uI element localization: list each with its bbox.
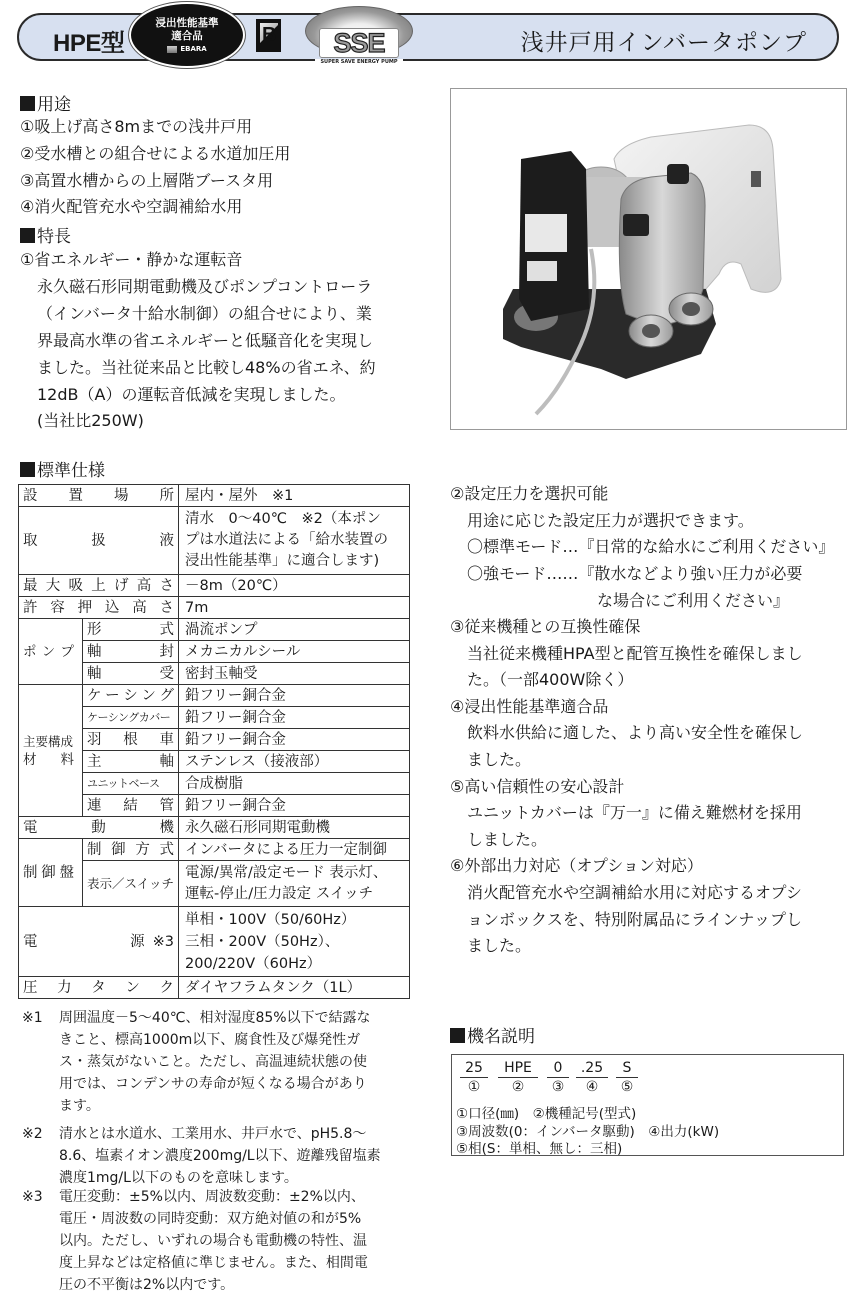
feature-text: ました。 bbox=[467, 936, 532, 955]
spec-value: 電源/異常/設定モード 表示灯、 運転-停止/圧力設定 スイッチ bbox=[179, 861, 410, 907]
spec-label: 軸 封 bbox=[83, 641, 179, 663]
table-row bbox=[19, 977, 410, 999]
spec-label: 圧 力 タ ン ク bbox=[19, 977, 179, 999]
feature-text: 用途に応じた設定圧力が選択できます。 bbox=[467, 511, 754, 530]
footnote-text: 清水とは水道水、工業用水、井戸水で、pH5.8～ 8.6、塩素イオン濃度200mg/L以下、遊離残留塩素 濃度1mg/L以下のものを意味します。 bbox=[59, 1126, 381, 1186]
code-legend-line: ③周波数(0：インバータ駆動) ④出力(kW) bbox=[456, 1124, 720, 1140]
feature-text: 〇強モード……『散水などより強い圧力が必要 bbox=[467, 564, 803, 583]
spec-heading-text: 標準仕様 bbox=[37, 461, 105, 481]
spec-table bbox=[18, 484, 410, 999]
leaching-standard-badge bbox=[131, 4, 243, 66]
spec-label: ケ ー シ ン グ bbox=[83, 685, 179, 707]
spec-value: －8m（20℃） bbox=[179, 575, 410, 597]
sse-logo-text: SSE bbox=[319, 28, 399, 58]
spec-value: ダイヤフラムタンク（1L） bbox=[179, 977, 410, 999]
sse-caption: SUPER SAVE ENERGY PUMP bbox=[315, 59, 403, 65]
feature-text: ました。当社従来品と比較し48%の省エネ、約 bbox=[37, 358, 376, 377]
feature-title: ③従来機種との互換性確保 bbox=[450, 617, 641, 636]
feature-text: ョンボックスを、特別附属品にラインナップし bbox=[467, 910, 803, 929]
spec-heading bbox=[20, 456, 105, 481]
feature-text: （インバータ十給水制御）の組合せにより、業 bbox=[37, 304, 372, 323]
spec-label: 最 大 吸 上 げ 高 さ bbox=[19, 575, 179, 597]
ebara-text: EBARA bbox=[180, 45, 207, 53]
model-name: HPE型 bbox=[53, 30, 125, 57]
ebara-logo bbox=[167, 45, 206, 53]
spec-value: 屋内・屋外 ※1 bbox=[179, 485, 410, 507]
table-row bbox=[19, 575, 410, 597]
spec-value: 鉛フリー銅合金 bbox=[179, 795, 410, 817]
footnote-mark: ※2 bbox=[22, 1126, 43, 1142]
spec-value: 鉛フリー銅合金 bbox=[179, 685, 410, 707]
table-row bbox=[19, 485, 410, 507]
table-row bbox=[19, 839, 410, 861]
badge-seal-line2: 適合品 bbox=[171, 30, 203, 42]
spec-group-label: 制 御 盤 bbox=[19, 839, 83, 907]
spec-label: 許 容 押 込 高 さ bbox=[19, 597, 179, 619]
pump-illustration-icon bbox=[451, 89, 847, 430]
table-row bbox=[19, 685, 410, 707]
spec-label: 主 軸 bbox=[83, 751, 179, 773]
feature-text: ユニットカバーは『万一』に備え難燃材を採用 bbox=[467, 803, 802, 822]
spec-label: 羽 根 車 bbox=[83, 729, 179, 751]
spec-value: 鉛フリー銅合金 bbox=[179, 707, 410, 729]
spec-value: 密封玉軸受 bbox=[179, 663, 410, 685]
product-photo bbox=[450, 88, 847, 430]
uses-heading bbox=[20, 90, 71, 115]
feature-title: ①省エネルギー・静かな運転音 bbox=[20, 250, 243, 269]
spec-value: ステンレス（接液部） bbox=[179, 751, 410, 773]
uses-heading-text: 用途 bbox=[37, 95, 71, 115]
feature-text: な場合にご利用ください』 bbox=[597, 591, 790, 610]
spec-label: 取 扱 液 bbox=[19, 507, 179, 575]
spec-label: 表示／スイッチ bbox=[83, 861, 179, 907]
feature-text: た。（一部400W除く） bbox=[467, 670, 634, 689]
spec-label: ケーシングカバー bbox=[83, 707, 179, 729]
feature-title: ④浸出性能基準適合品 bbox=[450, 697, 609, 716]
spec-value: メカニカルシール bbox=[179, 641, 410, 663]
use-item: ②受水槽との組合せによる水道加圧用 bbox=[20, 144, 291, 163]
use-item: ③高置水槽からの上層階ブースタ用 bbox=[20, 171, 274, 190]
spec-value: 清水 0～40℃ ※2（本ポン プは水道法による「給水装置の 浸出性能基準」に適合します) bbox=[179, 507, 410, 575]
code-segment: 25 bbox=[460, 1059, 488, 1078]
spec-label: 設 置 場 所 bbox=[19, 485, 179, 507]
feature-title: ⑥外部出力対応（オプション対応） bbox=[450, 856, 703, 875]
spec-value: 渦流ポンプ bbox=[179, 619, 410, 641]
page-title: 浅井戸用インバータポンプ bbox=[520, 30, 807, 56]
features-heading-text: 特長 bbox=[37, 227, 71, 247]
code-legend-line: ①口径(㎜) ②機種記号(型式) bbox=[456, 1106, 637, 1122]
footnote-text: 電圧変動：±5%以内、周波数変動：±2%以内、 電圧・周波数の同時変動：双方絶対値の和が5% 以内。ただし、いずれの場合も電動機の特性、温 度上昇などは定格値に準じません。また、相間電 圧の不平衡は2%以内です。 bbox=[59, 1189, 368, 1293]
spec-value: 合成樹脂 bbox=[179, 773, 410, 795]
spec-group-label: 主要構成 材 料 bbox=[19, 685, 83, 817]
code-segment-number: ④ bbox=[585, 1079, 599, 1095]
feature-title: ②設定圧力を選択可能 bbox=[450, 484, 609, 503]
feature-text: 12dB（A）の運転音低減を実現しました。 bbox=[37, 385, 346, 404]
sse-logo-badge bbox=[305, 6, 413, 68]
b-letter: B bbox=[260, 23, 278, 49]
badge-seal-line1: 浸出性能基準 bbox=[155, 17, 219, 29]
table-row bbox=[19, 507, 410, 575]
model-code-heading-text: 機名説明 bbox=[467, 1027, 535, 1047]
spec-value: 7m bbox=[179, 597, 410, 619]
features-heading bbox=[20, 222, 71, 247]
code-segment-number: ⑤ bbox=[620, 1079, 634, 1095]
feature-text: 界最高水準の省エネルギーと低騒音化を実現し bbox=[37, 331, 374, 350]
table-row bbox=[19, 817, 410, 839]
code-segment-number: ① bbox=[467, 1079, 481, 1095]
table-row bbox=[19, 907, 410, 977]
spec-label: 形 式 bbox=[83, 619, 179, 641]
spec-value: 永久磁石形同期電動機 bbox=[179, 817, 410, 839]
spec-value: 鉛フリー銅合金 bbox=[179, 729, 410, 751]
code-segment-number: ② bbox=[511, 1079, 525, 1095]
feature-text: 飲料水供給に適した、より高い安全性を確保し bbox=[467, 723, 804, 742]
code-segment: 0 bbox=[547, 1059, 569, 1078]
code-segment: S bbox=[616, 1059, 638, 1078]
spec-label: ユニットベース bbox=[83, 773, 179, 795]
use-item: ①吸上げ高さ8mまでの浅井戸用 bbox=[20, 117, 253, 136]
use-item: ④消火配管充水や空調補給水用 bbox=[20, 197, 243, 216]
footnote-mark: ※1 bbox=[22, 1010, 43, 1026]
footnote-mark: ※3 bbox=[22, 1189, 43, 1205]
ebara-mark-icon bbox=[167, 46, 177, 53]
table-row bbox=[19, 597, 410, 619]
feature-text: 当社従来機種HPA型と配管互換性を確保しまし bbox=[467, 644, 803, 663]
spec-group-label: ポ ン プ bbox=[19, 619, 83, 685]
feature-text: 消火配管充水や空調補給水用に対応するオプシ bbox=[467, 883, 802, 902]
spec-label: 制 御 方 式 bbox=[83, 839, 179, 861]
footnote-text: 周囲温度－5～40℃、相対湿度85%以下で結露な きこと、標高1000m以下、腐食性及び爆発性ガ ス・蒸気がないこと。ただし、高温連続状態の使 用では、コンデンサの寿命が短くなる場合があり ます。 bbox=[59, 1010, 371, 1114]
feature-text: (当社比250W) bbox=[37, 411, 144, 430]
code-legend-line: ⑤相(S：単相、無し：三相) bbox=[456, 1141, 623, 1157]
b-certification-icon bbox=[256, 19, 281, 52]
code-segment-number: ③ bbox=[551, 1079, 565, 1095]
code-segment: HPE bbox=[498, 1059, 538, 1078]
feature-title: ⑤高い信頼性の安心設計 bbox=[450, 777, 625, 796]
code-segment: .25 bbox=[576, 1059, 608, 1078]
spec-label: 連 結 管 bbox=[83, 795, 179, 817]
spec-value: 単相・100V（50/60Hz） 三相・200V（50Hz）、 200/220V（60Hz） bbox=[179, 907, 410, 977]
spec-label: 電 動 機 bbox=[19, 817, 179, 839]
feature-text: ました。 bbox=[467, 750, 532, 769]
feature-text: 永久磁石形同期電動機及びポンプコントローラ bbox=[37, 277, 373, 296]
spec-label: 電 源 ※3 bbox=[19, 907, 179, 977]
model-code-box bbox=[451, 1054, 844, 1156]
spec-label: 軸 受 bbox=[83, 663, 179, 685]
table-row bbox=[19, 619, 410, 641]
model-code-heading bbox=[450, 1022, 535, 1047]
spec-value: インバータによる圧力一定制御 bbox=[179, 839, 410, 861]
feature-text: 〇標準モード…『日常的な給水にご利用ください』 bbox=[467, 537, 835, 556]
feature-text: しました。 bbox=[467, 830, 548, 849]
